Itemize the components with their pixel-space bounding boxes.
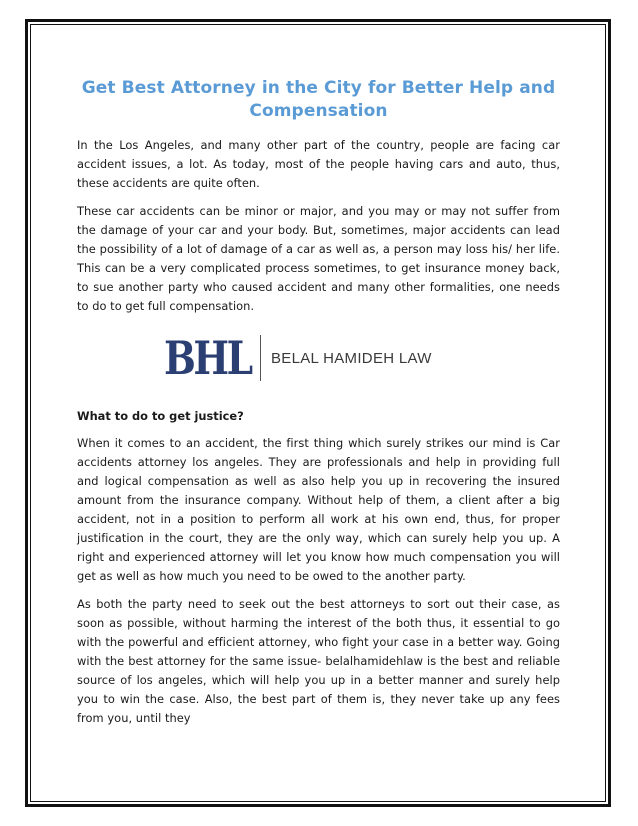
paragraph-intro-1: In the Los Angeles, and many other part of the country, people are facing car accident issues, a lot. As today, most of the people having cars and auto, thus, these accidents are quite often.: [77, 138, 560, 190]
paragraph-body-2: As both the party need to seek out the best attorneys to sort out their case, as soon as possible, without harming the interest of the both thus, it essential to go with the powerful and efficient attorney, who fight your case in a better way. Going with the best attorney for the same issue- belalhamidehlaw is the best and reliable source of los angeles, which will help you up in a better manner and surely help you to win the case. Also, the best part of them is, they never take up any fees from you, until they: [77, 597, 560, 725]
firm-logo: [77, 325, 560, 391]
document-body: [77, 77, 560, 737]
logo-firm-name: BELAL HAMIDEH LAW: [271, 349, 432, 367]
paragraph-body-1: When it comes to an accident, the first thing which surely strikes our mind is Car accidents attorney los angeles. They are professionals and help in providing full and logical compensation as well as also help you up in recovering the insured amount from the insurance company. Without help of them, a client after a big accident, not in a position to perform all work at his own end, thus, for proper justification in the court, they are the only way, which can surely help you up. A right and experienced attorney will let you know how much compensation you will get as well as how much you need to be owed to the another party.: [77, 436, 560, 583]
logo-monogram: BHL: [164, 331, 251, 385]
section-heading: What to do to get justice?: [77, 409, 244, 423]
logo-divider: [260, 335, 261, 381]
paragraph-intro-2: These car accidents can be minor or major, and you may or may not suffer from the damage of your car and your body. But, sometimes, major accidents can lead the possibility of a lot of damage of a car as well as, a person may loss his/ her life. This can be a very complicated process sometimes, to get insurance money back, to sue another party who caused accident and many other formalities, one needs to do to get full compensation.: [77, 204, 560, 313]
document-title: Get Best Attorney in the City for Better Help and Compensation: [81, 78, 556, 121]
